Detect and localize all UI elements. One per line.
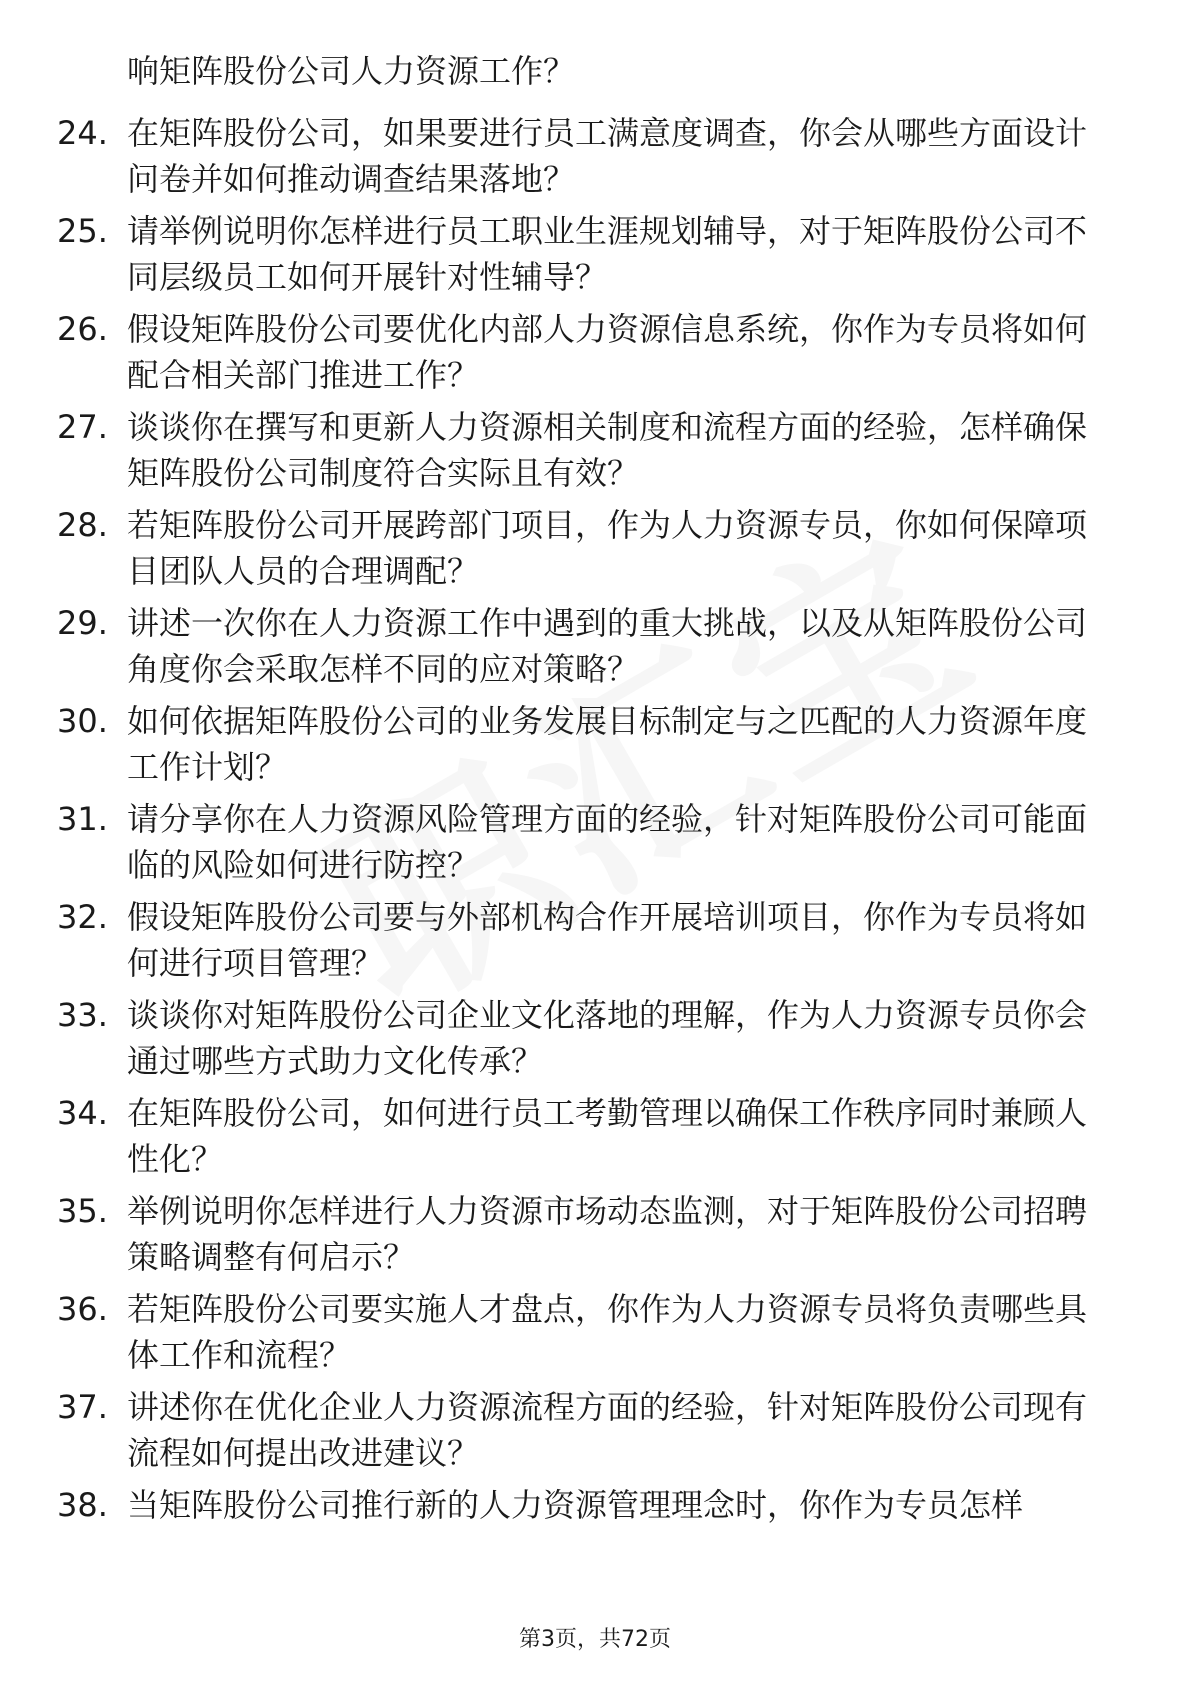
question-number: 33. xyxy=(57,996,108,1034)
question-item xyxy=(0,208,1190,306)
question-item xyxy=(0,502,1190,600)
question-item xyxy=(0,796,1190,894)
question-item xyxy=(0,600,1190,698)
question-number: 34. xyxy=(57,1094,108,1132)
question-text: 假设矩阵股份公司要优化内部人力资源信息系统，你作为专员将如何配合相关部门推进工作？ xyxy=(127,310,1088,394)
question-number: 35. xyxy=(57,1192,108,1230)
question-text: 在矩阵股份公司，如何进行员工考勤管理以确保工作秩序同时兼顾人性化？ xyxy=(127,1094,1088,1178)
question-number: 28. xyxy=(57,506,108,544)
question-item xyxy=(0,110,1190,208)
question-text: 请举例说明你怎样进行员工职业生涯规划辅导，对于矩阵股份公司不同层级员工如何开展针对性辅导？ xyxy=(127,212,1088,296)
question-text: 举例说明你怎样进行人力资源市场动态监测，对于矩阵股份公司招聘策略调整有何启示？ xyxy=(127,1192,1088,1276)
question-item xyxy=(0,992,1190,1090)
question-number: 27. xyxy=(57,408,108,446)
question-list xyxy=(0,110,1190,1580)
question-item xyxy=(0,894,1190,992)
page-footer xyxy=(0,1625,1190,1655)
continuation-text: 响矩阵股份公司人力资源工作？ xyxy=(127,52,576,90)
question-number: 37. xyxy=(57,1388,108,1426)
question-text: 在矩阵股份公司，如果要进行员工满意度调查，你会从哪些方面设计问卷并如何推动调查结果落地？ xyxy=(127,114,1088,198)
question-number: 32. xyxy=(57,898,108,936)
question-item xyxy=(0,306,1190,404)
question-text: 讲述一次你在人力资源工作中遇到的重大挑战，以及从矩阵股份公司角度你会采取怎样不同的应对策略？ xyxy=(127,604,1088,688)
question-number: 29. xyxy=(57,604,108,642)
question-number: 26. xyxy=(57,310,108,348)
question-number: 31. xyxy=(57,800,108,838)
question-item xyxy=(0,698,1190,796)
question-item xyxy=(0,1286,1190,1384)
question-item xyxy=(0,1384,1190,1482)
question-text: 请分享你在人力资源风险管理方面的经验，针对矩阵股份公司可能面临的风险如何进行防控？ xyxy=(127,800,1088,884)
question-text: 若矩阵股份公司开展跨部门项目，作为人力资源专员，你如何保障项目团队人员的合理调配？ xyxy=(127,506,1088,590)
question-item xyxy=(0,1482,1190,1580)
question-number: 25. xyxy=(57,212,108,250)
question-text: 谈谈你对矩阵股份公司企业文化落地的理解，作为人力资源专员你会通过哪些方式助力文化传承？ xyxy=(127,996,1088,1080)
question-item xyxy=(0,404,1190,502)
question-number: 36. xyxy=(57,1290,108,1328)
question-number: 24. xyxy=(57,114,108,152)
question-text: 讲述你在优化企业人力资源流程方面的经验，针对矩阵股份公司现有流程如何提出改进建议？ xyxy=(127,1388,1088,1472)
question-number: 38. xyxy=(57,1486,108,1524)
question-text: 当矩阵股份公司推行新的人力资源管理理念时，你作为专员怎样 xyxy=(127,1486,1024,1524)
page-number-label: 第3页，共72页 xyxy=(519,1627,671,1652)
question-text: 谈谈你在撰写和更新人力资源相关制度和流程方面的经验，怎样确保矩阵股份公司制度符合实际且有效？ xyxy=(127,408,1088,492)
question-item xyxy=(0,1090,1190,1188)
question-item xyxy=(0,1188,1190,1286)
question-number: 30. xyxy=(57,702,108,740)
question-text: 如何依据矩阵股份公司的业务发展目标制定与之匹配的人力资源年度工作计划？ xyxy=(127,702,1088,786)
question-text: 假设矩阵股份公司要与外部机构合作开展培训项目，你作为专员将如何进行项目管理？ xyxy=(127,898,1088,982)
question-text: 若矩阵股份公司要实施人才盘点，你作为人力资源专员将负责哪些具体工作和流程？ xyxy=(127,1290,1088,1374)
